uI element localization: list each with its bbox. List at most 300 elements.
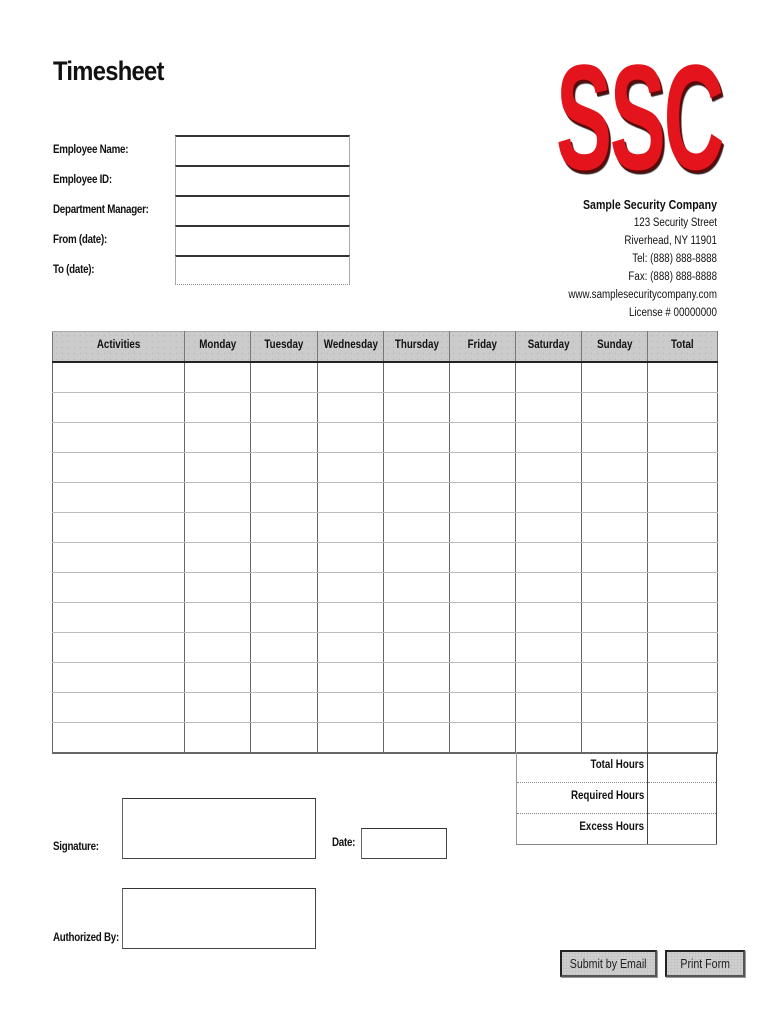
column-header-sunday: Sunday: [582, 332, 648, 363]
table-cell[interactable]: [450, 723, 516, 754]
table-cell[interactable]: [53, 423, 185, 453]
table-cell[interactable]: [384, 693, 450, 723]
table-cell[interactable]: [318, 423, 384, 453]
table-cell[interactable]: [53, 483, 185, 513]
summary-row-excess-hours: [517, 814, 717, 845]
cell-input-saturday[interactable]: [516, 693, 581, 722]
cell-input-tuesday[interactable]: [251, 363, 317, 392]
table-cell[interactable]: [53, 723, 185, 754]
cell-input-friday[interactable]: [450, 573, 515, 602]
table-cell[interactable]: [582, 453, 648, 483]
table-cell[interactable]: [582, 393, 648, 423]
table-cell[interactable]: [384, 453, 450, 483]
cell-input-saturday[interactable]: [516, 423, 581, 452]
cell-input-thursday[interactable]: [384, 603, 449, 632]
cell-input-activities[interactable]: [53, 513, 184, 542]
cell-input-tuesday[interactable]: [251, 543, 317, 572]
table-cell[interactable]: [318, 483, 384, 513]
cell-input-tuesday[interactable]: [251, 423, 317, 452]
to-date-field[interactable]: [175, 255, 350, 285]
cell-input-activities[interactable]: [53, 453, 184, 482]
cell-input-activities[interactable]: [53, 693, 184, 722]
table-cell[interactable]: [516, 423, 582, 453]
company-fax: Fax: (888) 888-8888: [628, 271, 717, 283]
table-cell[interactable]: [384, 543, 450, 573]
cell-input-monday[interactable]: [185, 483, 250, 512]
column-header-friday: Friday: [450, 332, 516, 363]
cell-input-thursday[interactable]: [384, 543, 449, 572]
company-license: License # 00000000: [628, 307, 717, 319]
cell-input-saturday[interactable]: [516, 453, 581, 482]
table-cell[interactable]: [53, 453, 185, 483]
cell-input-monday[interactable]: [185, 363, 250, 392]
cell-input-activities[interactable]: [53, 423, 184, 452]
table-cell[interactable]: [516, 693, 582, 723]
table-cell[interactable]: [185, 573, 251, 603]
table-cell[interactable]: [185, 393, 251, 423]
column-header-tuesday: Tuesday: [251, 332, 318, 363]
table-cell[interactable]: [251, 423, 318, 453]
table-cell[interactable]: [384, 603, 450, 633]
timesheet-table-body: [53, 362, 718, 753]
table-cell[interactable]: [318, 362, 384, 393]
cell-input-monday[interactable]: [185, 633, 250, 662]
table-cell[interactable]: [450, 362, 516, 393]
table-cell[interactable]: [582, 603, 648, 633]
cell-input-total[interactable]: [648, 663, 717, 692]
cell-input-wednesday[interactable]: [318, 453, 383, 482]
cell-input-friday[interactable]: [450, 633, 515, 662]
signature-field[interactable]: [122, 798, 316, 859]
cell-input-monday[interactable]: [185, 693, 250, 722]
cell-input-saturday[interactable]: [516, 543, 581, 572]
column-header-monday: Monday: [185, 332, 251, 363]
column-header-activities: Activities: [53, 332, 185, 363]
cell-input-activities[interactable]: [53, 573, 184, 602]
cell-input-wednesday[interactable]: [318, 423, 383, 452]
cell-input-friday[interactable]: [450, 453, 515, 482]
cell-input-thursday[interactable]: [384, 513, 449, 542]
table-cell[interactable]: [450, 603, 516, 633]
table-cell[interactable]: [251, 543, 318, 573]
table-cell[interactable]: [516, 362, 582, 393]
table-cell[interactable]: [582, 483, 648, 513]
table-cell[interactable]: [318, 603, 384, 633]
cell-input-wednesday[interactable]: [318, 393, 383, 422]
table-cell[interactable]: [582, 543, 648, 573]
table-cell[interactable]: [185, 423, 251, 453]
cell-input-thursday[interactable]: [384, 483, 449, 512]
cell-input-thursday[interactable]: [384, 573, 449, 602]
table-row: [53, 723, 718, 754]
cell-input-friday[interactable]: [450, 363, 515, 392]
cell-input-tuesday[interactable]: [251, 723, 317, 752]
table-cell[interactable]: [648, 483, 718, 513]
table-cell[interactable]: [450, 453, 516, 483]
column-header-thursday: Thursday: [384, 332, 450, 363]
cell-input-tuesday[interactable]: [251, 693, 317, 722]
date-field[interactable]: [361, 828, 447, 859]
table-cell[interactable]: [450, 663, 516, 693]
table-cell[interactable]: [450, 693, 516, 723]
cell-input-activities[interactable]: [53, 543, 184, 572]
table-cell[interactable]: [516, 543, 582, 573]
table-cell[interactable]: [251, 603, 318, 633]
table-cell[interactable]: [384, 483, 450, 513]
cell-input-monday[interactable]: [185, 723, 250, 752]
date-label: Date:: [332, 837, 356, 849]
table-cell[interactable]: [582, 663, 648, 693]
cell-input-sunday[interactable]: [582, 423, 647, 452]
employee-id-label: Employee ID:: [53, 174, 112, 186]
cell-input-tuesday[interactable]: [251, 453, 317, 482]
cell-input-total[interactable]: [648, 603, 717, 632]
from-date-field[interactable]: [175, 225, 350, 255]
cell-input-sunday[interactable]: [582, 663, 647, 692]
cell-input-sunday[interactable]: [582, 483, 647, 512]
table-cell[interactable]: [185, 723, 251, 754]
cell-input-wednesday[interactable]: [318, 663, 383, 692]
cell-input-total[interactable]: [648, 513, 717, 542]
table-cell[interactable]: [582, 362, 648, 393]
cell-input-activities[interactable]: [53, 633, 184, 662]
table-cell[interactable]: [318, 393, 384, 423]
employee-id-field[interactable]: [175, 165, 350, 195]
cell-input-saturday[interactable]: [516, 603, 581, 632]
cell-input-friday[interactable]: [450, 483, 515, 512]
table-cell[interactable]: [53, 543, 185, 573]
cell-input-tuesday[interactable]: [251, 513, 317, 542]
cell-input-total[interactable]: [648, 573, 717, 602]
table-cell[interactable]: [185, 362, 251, 393]
table-cell[interactable]: [53, 362, 185, 393]
table-row: [53, 362, 718, 393]
table-cell[interactable]: [648, 573, 718, 603]
cell-input-total[interactable]: [648, 483, 717, 512]
to-date-label: To (date):: [53, 264, 95, 276]
summary-row-total-hours: [517, 752, 717, 783]
cell-input-friday[interactable]: [450, 663, 515, 692]
to-date-input[interactable]: [176, 257, 349, 284]
cell-input-saturday[interactable]: [516, 483, 581, 512]
cell-input-wednesday[interactable]: [318, 633, 383, 662]
cell-input-sunday[interactable]: [582, 603, 647, 632]
table-cell[interactable]: [648, 423, 718, 453]
required-hours-label: Required Hours: [570, 790, 644, 802]
cell-input-tuesday[interactable]: [251, 573, 317, 602]
table-cell[interactable]: [251, 723, 318, 754]
cell-input-saturday[interactable]: [516, 573, 581, 602]
table-cell[interactable]: [450, 633, 516, 663]
table-cell[interactable]: [318, 453, 384, 483]
table-cell[interactable]: [450, 513, 516, 543]
column-header-saturday: Saturday: [516, 332, 582, 363]
cell-input-total[interactable]: [648, 453, 717, 482]
column-header-wednesday: Wednesday: [318, 332, 384, 363]
table-cell[interactable]: [318, 543, 384, 573]
table-cell[interactable]: [251, 362, 318, 393]
table-cell[interactable]: [648, 663, 718, 693]
employee-name-field[interactable]: [175, 135, 350, 165]
cell-input-total[interactable]: [648, 363, 717, 392]
cell-input-total[interactable]: [648, 723, 717, 752]
cell-input-tuesday[interactable]: [251, 603, 317, 632]
table-cell[interactable]: [450, 543, 516, 573]
total-hours-label: Total Hours: [590, 759, 644, 771]
authorized-by-field[interactable]: [122, 888, 316, 949]
table-row: [53, 603, 718, 633]
required-hours-input[interactable]: [648, 783, 716, 813]
company-info: [457, 196, 717, 322]
cell-input-wednesday[interactable]: [318, 363, 383, 392]
cell-input-total[interactable]: [648, 693, 717, 722]
cell-input-monday[interactable]: [185, 573, 250, 602]
table-cell[interactable]: [516, 483, 582, 513]
cell-input-friday[interactable]: [450, 693, 515, 722]
table-cell[interactable]: [53, 663, 185, 693]
company-address-line2: Riverhead, NY 11901: [624, 235, 717, 247]
cell-input-total[interactable]: [648, 633, 717, 662]
cell-input-total[interactable]: [648, 393, 717, 422]
department-manager-input[interactable]: [176, 197, 349, 225]
company-address-line1: 123 Security Street: [633, 217, 717, 229]
table-row: [53, 483, 718, 513]
total-hours-input[interactable]: [648, 752, 716, 782]
cell-input-saturday[interactable]: [516, 633, 581, 662]
cell-input-monday[interactable]: [185, 513, 250, 542]
excess-hours-input[interactable]: [648, 814, 716, 844]
table-cell[interactable]: [582, 693, 648, 723]
table-row: [53, 423, 718, 453]
cell-input-total[interactable]: [648, 543, 717, 572]
employee-id-input[interactable]: [176, 167, 349, 195]
cell-input-friday[interactable]: [450, 543, 515, 572]
table-cell[interactable]: [251, 693, 318, 723]
cell-input-tuesday[interactable]: [251, 663, 317, 692]
table-cell[interactable]: [318, 693, 384, 723]
table-cell[interactable]: [648, 693, 718, 723]
cell-input-sunday[interactable]: [582, 453, 647, 482]
table-cell[interactable]: [516, 723, 582, 754]
table-cell[interactable]: [318, 633, 384, 663]
cell-input-monday[interactable]: [185, 603, 250, 632]
cell-input-sunday[interactable]: [582, 393, 647, 422]
table-cell[interactable]: [53, 633, 185, 663]
table-cell[interactable]: [648, 543, 718, 573]
table-cell[interactable]: [648, 603, 718, 633]
cell-input-monday[interactable]: [185, 663, 250, 692]
table-row: [53, 393, 718, 423]
table-cell[interactable]: [516, 513, 582, 543]
table-cell[interactable]: [582, 573, 648, 603]
cell-input-total[interactable]: [648, 423, 717, 452]
cell-input-monday[interactable]: [185, 453, 250, 482]
cell-input-thursday[interactable]: [384, 453, 449, 482]
table-row: [53, 543, 718, 573]
table-cell[interactable]: [318, 723, 384, 754]
table-cell[interactable]: [384, 723, 450, 754]
cell-input-sunday[interactable]: [582, 363, 647, 392]
employee-name-input[interactable]: [176, 137, 349, 165]
cell-input-sunday[interactable]: [582, 543, 647, 572]
table-cell[interactable]: [53, 603, 185, 633]
cell-input-wednesday[interactable]: [318, 723, 383, 752]
cell-input-activities[interactable]: [53, 663, 184, 692]
table-cell[interactable]: [516, 663, 582, 693]
cell-input-sunday[interactable]: [582, 633, 647, 662]
table-cell[interactable]: [648, 393, 718, 423]
table-cell[interactable]: [384, 393, 450, 423]
table-cell[interactable]: [185, 483, 251, 513]
table-cell[interactable]: [251, 573, 318, 603]
table-cell[interactable]: [384, 663, 450, 693]
cell-input-saturday[interactable]: [516, 663, 581, 692]
table-cell[interactable]: [251, 483, 318, 513]
cell-input-sunday[interactable]: [582, 723, 647, 752]
cell-input-wednesday[interactable]: [318, 573, 383, 602]
authorized-by-input[interactable]: [123, 889, 315, 948]
table-cell[interactable]: [251, 393, 318, 423]
cell-input-activities[interactable]: [53, 723, 184, 752]
cell-input-activities[interactable]: [53, 363, 184, 392]
table-cell[interactable]: [582, 423, 648, 453]
cell-input-wednesday[interactable]: [318, 543, 383, 572]
table-cell[interactable]: [516, 633, 582, 663]
cell-input-friday[interactable]: [450, 723, 515, 752]
cell-input-saturday[interactable]: [516, 513, 581, 542]
company-tel: Tel: (888) 888-8888: [632, 253, 717, 265]
cell-input-tuesday[interactable]: [251, 633, 317, 662]
table-cell[interactable]: [53, 513, 185, 543]
signature-input[interactable]: [123, 799, 315, 858]
page-title: Timesheet: [53, 56, 164, 86]
cell-input-sunday[interactable]: [582, 513, 647, 542]
table-row: [53, 693, 718, 723]
cell-input-wednesday[interactable]: [318, 483, 383, 512]
cell-input-thursday[interactable]: [384, 663, 449, 692]
cell-input-wednesday[interactable]: [318, 513, 383, 542]
company-website: www.samplesecuritycompany.com: [568, 289, 717, 301]
table-cell[interactable]: [185, 633, 251, 663]
timesheet-table: [52, 331, 718, 754]
cell-input-wednesday[interactable]: [318, 693, 383, 722]
table-cell[interactable]: [648, 453, 718, 483]
cell-input-sunday[interactable]: [582, 693, 647, 722]
hours-summary: [516, 752, 717, 845]
table-row: [53, 453, 718, 483]
table-cell[interactable]: [251, 513, 318, 543]
from-date-label: From (date):: [53, 234, 107, 246]
table-cell[interactable]: [384, 633, 450, 663]
from-date-input[interactable]: [176, 227, 349, 255]
table-cell[interactable]: [185, 663, 251, 693]
department-manager-field[interactable]: [175, 195, 350, 225]
table-cell[interactable]: [648, 723, 718, 754]
cell-input-activities[interactable]: [53, 603, 184, 632]
cell-input-saturday[interactable]: [516, 393, 581, 422]
company-name: Sample Security Company: [582, 198, 717, 212]
cell-input-thursday[interactable]: [384, 423, 449, 452]
table-cell[interactable]: [185, 603, 251, 633]
table-cell[interactable]: [516, 573, 582, 603]
cell-input-thursday[interactable]: [384, 723, 449, 752]
table-cell[interactable]: [318, 663, 384, 693]
cell-input-friday[interactable]: [450, 603, 515, 632]
table-cell[interactable]: [318, 513, 384, 543]
table-row: [53, 633, 718, 663]
summary-row-required-hours: [517, 783, 717, 814]
cell-input-monday[interactable]: [185, 393, 250, 422]
cell-input-tuesday[interactable]: [251, 393, 317, 422]
table-cell[interactable]: [582, 513, 648, 543]
cell-input-saturday[interactable]: [516, 723, 581, 752]
table-cell[interactable]: [185, 693, 251, 723]
table-cell[interactable]: [582, 723, 648, 754]
table-cell[interactable]: [450, 423, 516, 453]
company-logo: SSC: [556, 33, 723, 201]
cell-input-tuesday[interactable]: [251, 483, 317, 512]
cell-input-activities[interactable]: [53, 393, 184, 422]
table-cell[interactable]: [516, 603, 582, 633]
table-cell[interactable]: [185, 513, 251, 543]
cell-input-wednesday[interactable]: [318, 603, 383, 632]
table-cell[interactable]: [251, 633, 318, 663]
table-cell[interactable]: [450, 393, 516, 423]
table-cell[interactable]: [53, 573, 185, 603]
table-cell[interactable]: [648, 633, 718, 663]
table-cell[interactable]: [384, 513, 450, 543]
table-cell[interactable]: [53, 393, 185, 423]
table-cell[interactable]: [516, 393, 582, 423]
cell-input-sunday[interactable]: [582, 573, 647, 602]
table-cell[interactable]: [384, 362, 450, 393]
table-cell[interactable]: [251, 663, 318, 693]
print-form-button[interactable]: Print Form: [665, 950, 745, 977]
table-cell[interactable]: [582, 633, 648, 663]
table-cell[interactable]: [648, 513, 718, 543]
cell-input-thursday[interactable]: [384, 693, 449, 722]
table-cell[interactable]: [53, 693, 185, 723]
department-manager-label: Department Manager:: [53, 204, 149, 216]
cell-input-monday[interactable]: [185, 543, 250, 572]
table-cell[interactable]: [384, 573, 450, 603]
table-cell[interactable]: [450, 483, 516, 513]
submit-by-email-button[interactable]: Submit by Email: [560, 950, 657, 977]
cell-input-thursday[interactable]: [384, 633, 449, 662]
table-cell[interactable]: [185, 453, 251, 483]
table-cell[interactable]: [450, 573, 516, 603]
table-cell[interactable]: [516, 453, 582, 483]
cell-input-thursday[interactable]: [384, 393, 449, 422]
cell-input-thursday[interactable]: [384, 363, 449, 392]
cell-input-friday[interactable]: [450, 423, 515, 452]
cell-input-activities[interactable]: [53, 483, 184, 512]
cell-input-friday[interactable]: [450, 513, 515, 542]
cell-input-monday[interactable]: [185, 423, 250, 452]
authorized-by-label: Authorized By:: [53, 932, 119, 944]
table-cell[interactable]: [318, 573, 384, 603]
table-cell[interactable]: [384, 423, 450, 453]
table-cell[interactable]: [185, 543, 251, 573]
table-row: [53, 513, 718, 543]
cell-input-saturday[interactable]: [516, 363, 581, 392]
cell-input-friday[interactable]: [450, 393, 515, 422]
table-cell[interactable]: [648, 362, 718, 393]
table-cell[interactable]: [251, 453, 318, 483]
employee-info-fields: [175, 135, 350, 285]
table-row: [53, 663, 718, 693]
date-input[interactable]: [362, 829, 446, 858]
